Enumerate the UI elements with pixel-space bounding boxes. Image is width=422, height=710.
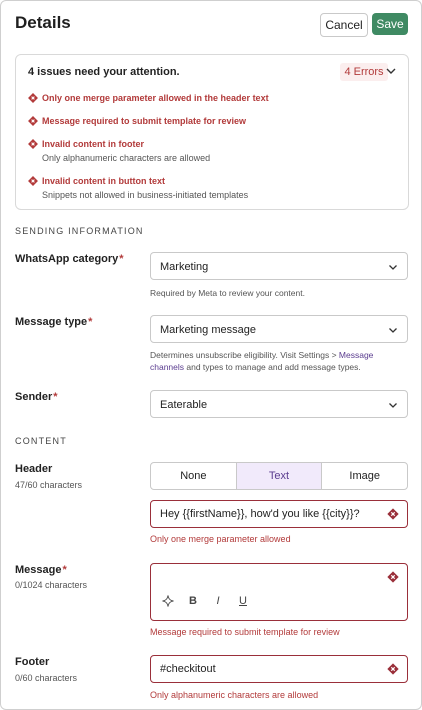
error-icon bbox=[28, 139, 38, 149]
sparkle-icon[interactable] bbox=[161, 594, 175, 608]
header-char-count: 47/60 characters bbox=[15, 480, 83, 490]
save-button[interactable]: Save bbox=[372, 13, 408, 35]
footer-char-count: 0/60 characters bbox=[15, 673, 78, 683]
sender-select[interactable] bbox=[150, 390, 408, 418]
bold-button[interactable]: B bbox=[189, 595, 197, 607]
header-type-toggle bbox=[150, 462, 408, 490]
italic-button[interactable]: I bbox=[216, 595, 220, 607]
section-content: CONTENT bbox=[15, 436, 67, 446]
chevron-down-icon bbox=[388, 400, 398, 410]
input-value: Hey {{firstName}}, how'd you like {{city}}? bbox=[160, 508, 360, 520]
issue-item bbox=[28, 115, 246, 127]
error-count-badge: 4 Errors bbox=[340, 63, 388, 81]
issue-item bbox=[28, 92, 269, 104]
whatsapp-category-select[interactable] bbox=[150, 252, 408, 280]
header-type-none[interactable]: None bbox=[151, 463, 237, 489]
message-type-help-text: Determines unsubscribe eligibility. Visit Settings > Message channels and types to manage and add message types. bbox=[150, 350, 374, 372]
issue-item bbox=[28, 175, 248, 201]
page-title: Details bbox=[15, 13, 71, 32]
issue-text: Message required to submit template for review bbox=[42, 116, 247, 126]
chevron-down-icon[interactable] bbox=[385, 65, 397, 77]
issue-detail: Snippets not allowed in business-initiated templates bbox=[42, 190, 249, 200]
issue-text: Invalid content in footer bbox=[42, 139, 145, 149]
sender-label: Sender* bbox=[15, 391, 58, 403]
panel-header bbox=[1, 1, 421, 47]
header-type-image[interactable]: Image bbox=[349, 470, 380, 482]
message-type-select[interactable] bbox=[150, 315, 408, 343]
underline-button[interactable]: U bbox=[239, 595, 247, 607]
message-textarea[interactable] bbox=[150, 563, 408, 621]
select-value: Marketing bbox=[160, 261, 209, 273]
footer-input[interactable] bbox=[150, 655, 408, 683]
message-label: Message* bbox=[15, 564, 67, 576]
cancel-button[interactable]: Cancel bbox=[320, 13, 368, 37]
error-icon bbox=[387, 508, 399, 520]
error-icon bbox=[28, 116, 38, 126]
footer-label: Footer bbox=[15, 656, 50, 668]
error-icon bbox=[387, 663, 399, 675]
issue-item bbox=[28, 138, 210, 164]
message-error-message: Message required to submit template for review bbox=[150, 627, 340, 637]
category-help-text: Required by Meta to review your content. bbox=[150, 288, 305, 298]
whatsapp-category-label: WhatsApp category* bbox=[15, 253, 124, 265]
chevron-down-icon bbox=[388, 325, 398, 335]
select-value: Eaterable bbox=[160, 399, 208, 411]
header-label: Header bbox=[15, 463, 53, 475]
error-icon bbox=[28, 93, 38, 103]
error-icon bbox=[387, 571, 399, 583]
issue-text: Invalid content in button text bbox=[42, 176, 165, 186]
issue-detail: Only alphanumeric characters are allowed bbox=[42, 153, 211, 163]
input-value: #checkitout bbox=[160, 663, 216, 675]
message-toolbar bbox=[161, 594, 261, 608]
error-icon bbox=[28, 176, 38, 186]
message-channels-link[interactable]: Message channels bbox=[150, 350, 374, 372]
alert-title: 4 issues need your attention. bbox=[28, 66, 180, 78]
issues-alert bbox=[15, 54, 409, 210]
header-type-text[interactable]: Text bbox=[237, 463, 323, 489]
issue-text: Only one merge parameter allowed in the header text bbox=[42, 93, 269, 103]
header-error-message: Only one merge parameter allowed bbox=[150, 534, 291, 544]
message-char-count: 0/1024 characters bbox=[15, 580, 88, 590]
chevron-down-icon bbox=[388, 262, 398, 272]
message-type-label: Message type* bbox=[15, 316, 93, 328]
footer-error-message: Only alphanumeric characters are allowed bbox=[150, 690, 319, 700]
header-text-input[interactable] bbox=[150, 500, 408, 528]
section-sending-information: SENDING INFORMATION bbox=[15, 226, 144, 236]
select-value: Marketing message bbox=[160, 324, 256, 336]
